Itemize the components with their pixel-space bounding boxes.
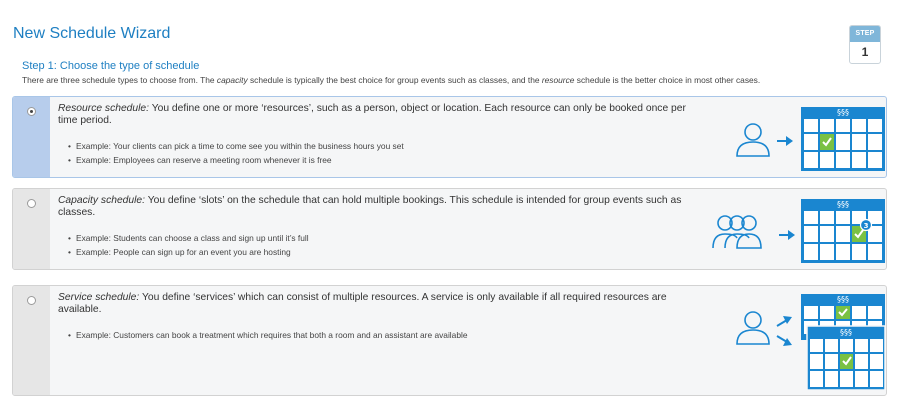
step-indicator-label: STEP bbox=[850, 26, 880, 42]
example-item: • Example: Your clients can pick a time to come see you within the business hours you set bbox=[68, 141, 404, 151]
option-radio-column[interactable] bbox=[13, 189, 50, 269]
step-heading: Step 1: Choose the type of schedule bbox=[22, 60, 200, 72]
radio-service-schedule[interactable] bbox=[27, 296, 36, 305]
option-radio-column[interactable] bbox=[13, 97, 50, 177]
option-headline: Capacity schedule: You define ‘slots’ on the schedule that can hold multiple bookings. This schedule is intended for group events such as classes. bbox=[58, 195, 682, 218]
option-body bbox=[58, 195, 698, 259]
radio-capacity-schedule[interactable] bbox=[27, 199, 36, 208]
wizard-title: New Schedule Wizard bbox=[13, 25, 171, 42]
calendar-icon bbox=[807, 326, 885, 390]
calendar-icon bbox=[801, 107, 885, 171]
step-description: There are three schedule types to choose from. The capacity schedule is typically the best choice for group events such as classes, and the resource schedule is the better choice in most other cases. bbox=[22, 75, 761, 85]
example-list bbox=[58, 139, 698, 167]
resource-illustration bbox=[723, 101, 887, 175]
capacity-illustration bbox=[703, 193, 887, 267]
svg-text:§§§: §§§ bbox=[840, 328, 852, 337]
group-outline-icon bbox=[713, 216, 761, 248]
arrow-right-icon bbox=[777, 136, 793, 146]
option-service-schedule[interactable] bbox=[12, 285, 887, 396]
step-indicator bbox=[849, 25, 881, 64]
service-illustration bbox=[723, 290, 887, 394]
person-outline-icon bbox=[737, 124, 769, 156]
option-headline: Resource schedule: You define one or more ‘resources’, such as a person, object or location. Each resource can only be booked once per time period. bbox=[58, 103, 686, 126]
example-item: • Example: Employees can reserve a meeting room whenever it is free bbox=[68, 155, 332, 165]
option-body bbox=[58, 292, 698, 342]
svg-text:§§§: §§§ bbox=[837, 108, 849, 117]
option-headline: Service schedule: You define ‘services’ which can consist of multiple resources. A service is only available if all required resources are available. bbox=[58, 292, 667, 315]
arrow-right-icon bbox=[777, 316, 792, 346]
example-list bbox=[58, 328, 698, 342]
svg-text:§§§: §§§ bbox=[837, 200, 849, 209]
option-resource-schedule[interactable] bbox=[12, 96, 887, 178]
example-item: • Example: People can sign up for an event you are hosting bbox=[68, 247, 291, 257]
check-icon bbox=[840, 354, 853, 369]
option-body bbox=[58, 103, 698, 167]
svg-text:§§§: §§§ bbox=[837, 295, 849, 304]
example-list bbox=[58, 231, 698, 259]
option-capacity-schedule[interactable] bbox=[12, 188, 887, 270]
capacity-count-text: 3 bbox=[863, 222, 869, 230]
step-indicator-number: 1 bbox=[861, 45, 869, 59]
option-radio-column[interactable] bbox=[13, 286, 50, 395]
person-outline-icon bbox=[737, 312, 769, 344]
arrow-right-icon bbox=[779, 230, 795, 240]
calendar-icon bbox=[801, 199, 885, 263]
example-item: • Example: Students can choose a class and sign up until it’s full bbox=[68, 233, 309, 243]
example-item: • Example: Customers can book a treatment which requires that both a room and an assistant are available bbox=[68, 330, 468, 340]
radio-resource-schedule[interactable] bbox=[27, 107, 36, 116]
